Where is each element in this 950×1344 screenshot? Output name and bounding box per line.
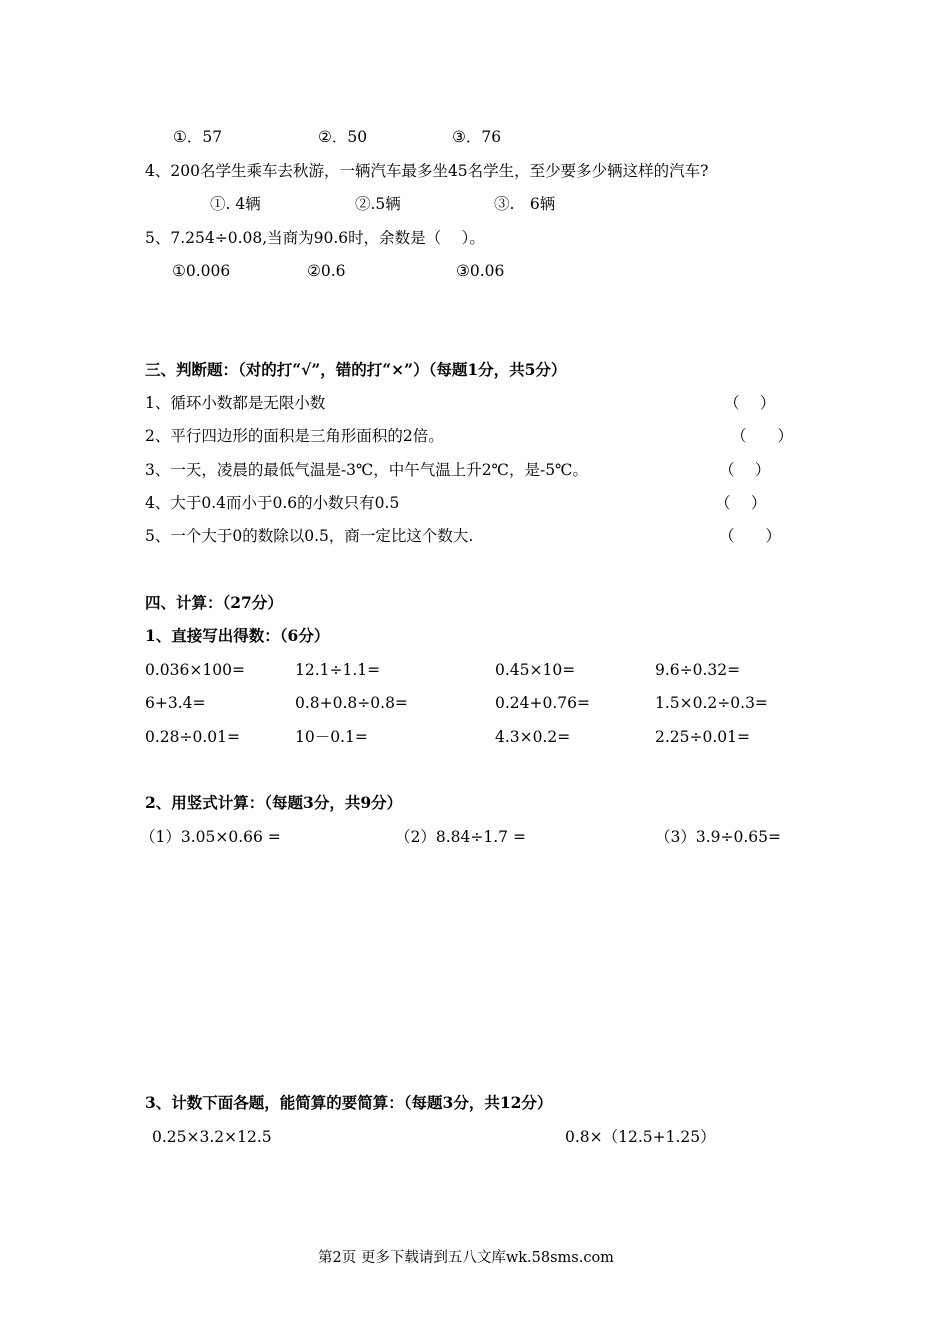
q4-text: 4、200名学生乘车去秋游，一辆汽车最多坐45名学生，至少要多少辆这样的汽车? xyxy=(145,162,709,180)
judge-item-3: 3、一天，凌晨的最低气温是-3℃，中午气温上升2℃，是-5℃。 xyxy=(145,461,588,479)
calc-grid-r3c1: 0.28÷0.01= xyxy=(145,728,240,746)
q3-option-2: ②．50 xyxy=(318,128,368,146)
judge-bracket-3[interactable]: （ ） xyxy=(719,461,771,479)
judge-bracket-1[interactable]: （ ） xyxy=(724,394,776,412)
calc-sub3-title: 3、计数下面各题，能简算的要简算：（每题3分，共12分） xyxy=(145,1093,553,1112)
simplify-2: 0.8×（12.5+1.25） xyxy=(565,1128,716,1146)
vertical-calc-1: （1）3.05×0.66 = xyxy=(140,828,281,846)
calc-grid-r1c3: 0.45×10= xyxy=(495,661,576,679)
calc-section-title: 四、计算：（27分） xyxy=(145,593,283,612)
judge-bracket-4[interactable]: （ ） xyxy=(715,494,767,512)
calc-grid-r1c1: 0.036×100= xyxy=(145,661,245,679)
calc-grid-r2c3: 0.24+0.76= xyxy=(495,694,590,712)
page-footer: 第2页 更多下载请到五八文库wk.58sms.com xyxy=(318,1250,614,1266)
judge-section-title: 三、判断题：（对的打“√”，错的打“×”）（每题1分，共5分） xyxy=(145,360,567,379)
calc-grid-r3c3: 4.3×0.2= xyxy=(495,728,571,746)
judge-item-1: 1、循环小数都是无限小数 xyxy=(145,394,326,412)
vertical-calc-2: （2）8.84÷1.7 = xyxy=(395,828,526,846)
calc-grid-r1c2: 12.1÷1.1= xyxy=(295,661,381,679)
judge-item-5: 5、一个大于0的数除以0.5，商一定比这个数大. xyxy=(145,527,474,545)
calc-grid-r2c2: 0.8+0.8÷0.8= xyxy=(295,694,408,712)
calc-grid-r3c2: 10－0.1= xyxy=(295,728,368,746)
q4-option-2: ②.5辆 xyxy=(355,195,401,213)
judge-bracket-2[interactable]: （ ） xyxy=(731,427,794,445)
q5-option-3: ③0.06 xyxy=(456,262,505,280)
vertical-calc-3: （3）3.9÷0.65= xyxy=(655,828,781,846)
calc-sub2-title: 2、用竖式计算：（每题3分，共9分） xyxy=(145,793,403,812)
judge-item-2: 2、平行四边形的面积是三角形面积的2倍。 xyxy=(145,427,444,445)
q3-option-1: ①．57 xyxy=(173,128,223,146)
calc-grid-r3c4: 2.25÷0.01= xyxy=(655,728,750,746)
q5-text: 5、7.254÷0.08,当商为90.6时，余数是（ ）。 xyxy=(145,229,485,247)
calc-sub1-title: 1、直接写出得数：（6分） xyxy=(145,626,330,645)
q4-option-3: ③. 6辆 xyxy=(494,195,556,213)
q5-option-2: ②0.6 xyxy=(307,262,346,280)
q5-option-1: ①0.006 xyxy=(172,262,231,280)
judge-item-4: 4、大于0.4而小于0.6的小数只有0.5 xyxy=(145,494,400,512)
calc-grid-r2c1: 6+3.4= xyxy=(145,694,206,712)
simplify-1: 0.25×3.2×12.5 xyxy=(152,1128,272,1146)
calc-grid-r2c4: 1.5×0.2÷0.3= xyxy=(655,694,768,712)
q4-option-1: ①. 4辆 xyxy=(210,195,261,213)
judge-bracket-5[interactable]: （ ） xyxy=(719,527,782,545)
calc-grid-r1c4: 9.6÷0.32= xyxy=(655,661,741,679)
q3-option-3: ③．76 xyxy=(452,128,502,146)
